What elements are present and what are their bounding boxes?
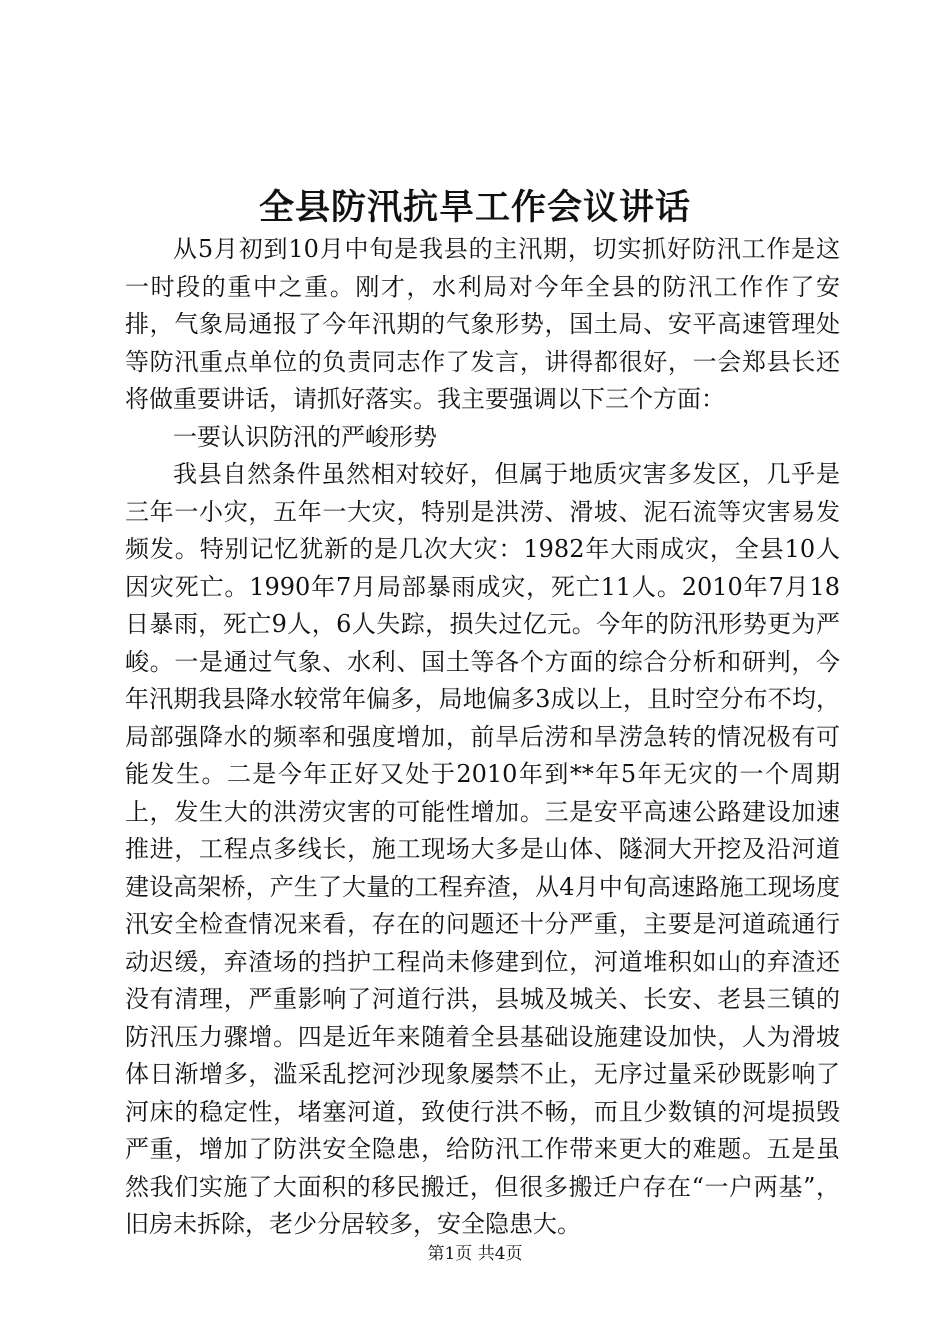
document-title: 全县防汛抗旱工作会议讲话	[258, 187, 691, 228]
document-body	[125, 231, 840, 1244]
section-heading: 一要认识防汛的严峻形势	[173, 422, 437, 451]
page-number-footer: 第1页 共4页	[427, 1244, 523, 1264]
situation-paragraph: 我县自然条件虽然相对较好，但属于地质灾害多发区，几乎是三年一小灾，五年一大灾，特别是洪涝、滑坡、泥石流等灾害易发频发。特别记忆犹新的是几次大灾：1982年大雨成灾，全县10人因灾死亡。1990年7月局部暴雨成灾，死亡11人。2010年7月18日暴雨，死亡9人，6人失踪，损失过亿元。今年的防汛形势更为严峻。一是通过气象、水利、国土等各个方面的综合分析和研判，今年汛期我县降水较常年偏多，局地偏多3成以上，且时空分布不均，局部强降水的频率和强度增加，前旱后涝和旱涝急转的情况极有可能发生。二是今年正好又处于2010年到**年5年无灾的一个周期上，发生大的洪涝灾害的可能性增加。三是安平高速公路建设加速推进，工程点多线长，施工现场大多是山体、隧洞大开挖及沿河道建设高架桥，产生了大量的工程弃渣，从4月中旬高速路施工现场度汛安全检查情况来看，存在的问题还十分严重，主要是河道疏通行动迟缓，弃渣场的挡护工程尚未修建到位，河道堆积如山的弃渣还没有清理，严重影响了河道行洪，县城及城关、长安、老县三镇的防汛压力骤增。四是近年来随着全县基础设施建设加快，人为滑坡体日渐增多，滥采乱挖河沙现象屡禁不止，无序过量采砂既影响了河床的稳定性，堵塞河道，致使行洪不畅，而且少数镇的河堤损毁严重，增加了防洪安全隐患，给防汛工作带来更大的难题。五是虽然我们实施了大面积的移民搬迁，但很多搬迁户存在“一户两基”，旧房未拆除，老少分居较多，安全隐患大。	[125, 460, 840, 1238]
intro-paragraph: 从5月初到10月中旬是我县的主汛期，切实抓好防汛工作是这一时段的重中之重。刚才，水利局对今年全县的防汛工作作了安排，气象局通报了今年汛期的气象形势，国土局、安平高速管理处等防汛重点单位的负责同志作了发言，讲得都很好，一会郑县长还将做重要讲话，请抓好落实。我主要强调以下三个方面：	[125, 235, 840, 413]
